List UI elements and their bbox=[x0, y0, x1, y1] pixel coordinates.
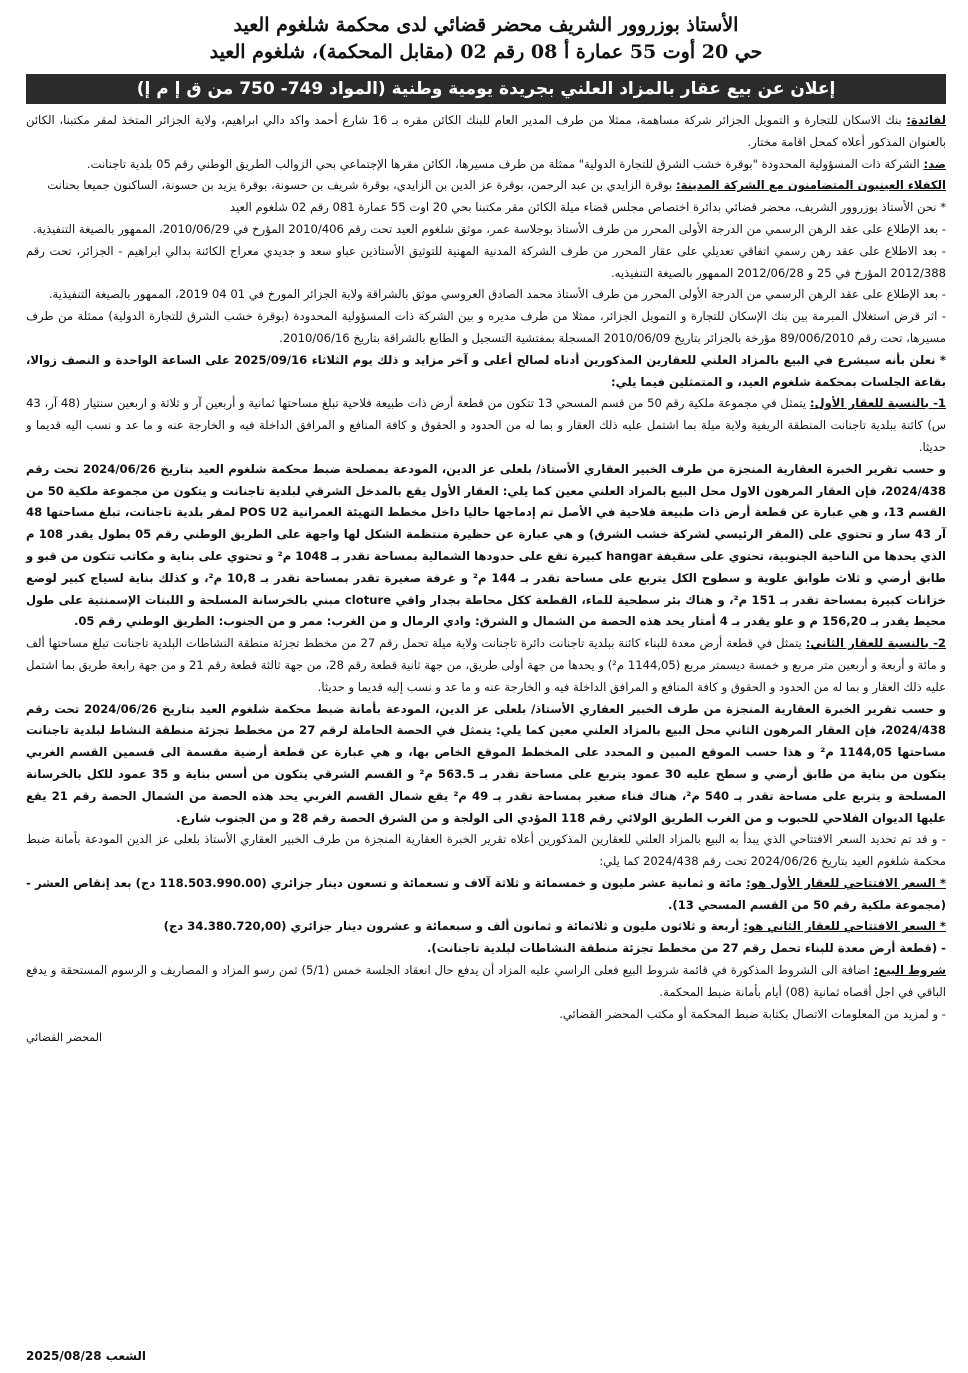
intro-line: - بعد الإطلاع على عقد الرهن الرسمي من الدرجة الأولى المحرر من طرف الأستاذ بوجلاسة عمر، موثق شلغوم العيد تحت رقم 2010/406 المؤرخ في 2010/06/29، الممهور بالصيغة التنفيذية. bbox=[32, 221, 946, 236]
property1-text: يتمثل في مجموعة ملكية رقم 50 من قسم المسحي 13 تتكون من قطعة أرض ذات طبيعة فلاحية تبلغ مساحتها ثمانية و أربعين آر و ثلاثة و اربعين سنتيار (48 آر، 43 س) كائنة ببلدية تاجنانت المنطقة الريفية ولاية ميلة بما اشتمل عليه ذلك العقار و بما له من الحدود و الحقوق و كافة المنافع و المرافق الداخلة فيه و الخارجة عنه و ما عد و نسب اليه قديما و حديثا. bbox=[26, 396, 946, 454]
guarantors-paragraph bbox=[26, 175, 946, 197]
debtor-label: ضد: bbox=[923, 156, 946, 171]
creditor-paragraph bbox=[26, 110, 946, 154]
conditions-label: شروط البيع: bbox=[873, 963, 947, 978]
debtor-text: الشركة ذات المسؤولية المحدودة "بوقرة خشب الشرق للتجارة الدولية" ممثلة من طرف مسيرها، الكائن مقرها الإجتماعي بحي الزوالب الطريق الوطني رقم 05 بلدية تاجنانت. bbox=[86, 156, 920, 171]
intro-line: - اثر قرض استغلال المبرمة بين بنك الإسكان للتجارة و التمويل الجزائر، ممثلا من طرف مديره و بين الشركة ذات المسؤولية المحدودة (بوقرة خشب الشرق للتجارة الدولية) ممثلة من طرف مسيرها، تحت رقم 89/006/2010 مؤرخة بالجزائر بتاريخ 2010/06/09 المسجلة بمفتشية التسجيل و الطابع بالشراقة بتاريخ 2010/06/16. bbox=[26, 309, 946, 345]
conditions-text: اضافة الى الشروط المذكورة في قائمة شروط البيع فعلى الراسي عليه المزاد أن يدفع حال انعقاد الجلسة خمس (5/1) ثمن رسو المزاد و المصاريف و الرسوم المستحقة و يدفع الباقي في اجل أقصاه ثمانية (08) أيام بأمانة ضبط المحكمة. bbox=[26, 963, 946, 999]
price1-label: * السعر الافتتاحي للعقار الأول هو: bbox=[746, 875, 946, 890]
property2-paragraph bbox=[26, 633, 946, 698]
price2-label: * السعر الافتتاحي للعقار الثاني هو: bbox=[743, 919, 946, 934]
signature-row bbox=[26, 1031, 946, 1051]
conditions-paragraph bbox=[26, 960, 946, 1004]
auction-announcement: * نعلن بأنه سيشرع في البيع بالمزاد العلني للعقارين المذكورين أدناه لصالح أعلى و آخر مزايد و ذلك يوم الثلاثاء 2025/09/16 على الساعة الواحدة و النصف زوالا، بقاعة الجلسات بمحكمة شلغوم العيد، و المتمثلين فيما يلي: bbox=[26, 352, 946, 389]
creditor-text: بنك الاسكان للتجارة و التمويل الجزائر شركة مساهمة، ممثلا من طرف المدير العام للبنك الكائن مقره بـ 16 شارع أحمد واكد دالي ابراهيم، ولاية الجزائر المتخذ لمقر مكتبنا، الكائن بالعنوان المذكور أعلاه كمحل اقامة مختار. bbox=[26, 113, 946, 149]
bailiff-name: الأستاذ بوزروور الشريف محضر قضائي لدى محكمة شلغوم العيد bbox=[233, 14, 739, 36]
auction-notice bbox=[26, 8, 946, 1363]
debtor-paragraph bbox=[26, 154, 946, 176]
newspaper-footer: الشعب 2025/08/28 bbox=[26, 1349, 147, 1363]
property2-expert: و حسب تقرير الخبرة العقارية المنجزة من طرف الخبير العقاري الأستاذ/ بلعلى عز الدين، المودعة بأمانة ضبط محكمة شلغوم العيد بتاريخ 2024/06/26 تحت رقم 2024/438، فإن العقار المرهون الثاني محل البيع بالمزاد العلني معين كما يلي: يتمثل في الحصة الحاملة لرقم 27 من مخطط تجزئة منطقة النشاط لبلدية تاجنانت مساحتها 1144,05 م² و هذا حسب الموقع المبين و المحدد على المخطط الموقع الخاص بها، و هي عبارة عن قطعة أرضية مقسمة الى قسمين القسم الغربي يتكون من بناية من طابق أرضي و سطح عليه 30 عمود يتربع على مساحة تقدر بـ 563.5 م² و القسم الشرقي يتكون من أسس بناية و 35 عمود للكل بالخرسانة المسلحة و يتربع على مساحة تقدر بـ 540 م²، هناك فناء صغير بمساحة تقدر بـ 49 م² يقع شمال القسم الغربي يحد هذه الحصة من الشمال الحصة رقم 21 يقع عليها الديوان الفلاحي للحبوب و من الغرب الطريق الولائي رقم 118 المؤدي الى الولجة و من الشرق الحصة رقم 28 و من الجنوب شارع. bbox=[26, 701, 946, 825]
guarantors-label: الكفلاء العينيون المتضامنون مع الشركة المدينة: bbox=[675, 178, 946, 193]
property1-expert: و حسب تقرير الخبرة العقارية المنجزة من طرف الخبير العقاري الأستاذ/ بلعلى عز الدين، المودعة بمصلحة ضبط محكمة شلغوم العيد بتاريخ 2024/06/26 تحت رقم 2024/438، فإن العقار المرهون الاول محل البيع بالمزاد العلني معين كما يلي: العقار الأول يقع بالمدخل الشرقي لبلدية تاجنانت و يتكون من مجموعة ملكية 50 من القسم 13، و هي عبارة عن قطعة أرض ذات طبيعة فلاحية في الأصل تم إدماجها حاليا داخل مخطط التهيئة العمرانية POS U2 لمقر بلدية تاجنانت، تبلغ مساحتها 48 آر 43 سار و تحتوي على (المقر الرئيسي لشركة خشب الشرق) و هي عبارة عن حظيرة منتظمة الشكل لها واجهة على الطريق الوطني رقم 05 بطول يقدر 108 م الذي يحدها من الناحية الجنوبية، تحتوي على سقيفة hangar كبيرة تقع على حدودها الشمالية بمساحة تقدر بـ 1048 م² و تحتوي على بناية و مكاتب تتكون من قبو و طابق أرضي و ثلاث طوابق علوية و سطوح الكل يتربع على مساحة تقدر بـ 144 م² و غرفة صغيرة تقدر بمساحة تقدر بـ 10,8 م²، و كذلك بناية لسياج كبير لوضع خزانات كبيرة بمساحة تقدر بـ 151 م²، و هناك بئر سطحية للماء، القطعة ككل محاطة بجدار واقي cloture مبني بالخرسانة المسلحة و اللبنات الإسمنتية على طول محيط يقدر بـ 156,20 م و علو يقدر بـ 4 أمتار يحد هذه الحصة من الشمال و الشرق: وادي الرمال و من الغرب: ممر و من الجنوب: الطريق الوطني رقم 05. bbox=[26, 461, 947, 629]
price2-paragraph bbox=[26, 916, 946, 938]
signature: المحضر القضائي bbox=[26, 1031, 103, 1045]
guarantors-text: بوقرة الزايدي بن عبد الرحمن، بوقرة عز الدين بن الزايدي، بوقرة شريف بن حسونة، بوقرة يزيد بن حسونة، الساكنون جميعا بحنانت bbox=[47, 178, 673, 193]
intro-line: - بعد الاطلاع على عقد رهن رسمي اتفاقي تعديلي على عقار المحرر من طرف الشركة المدنية المهنية للتوثيق الأستاذين عباو سعد و جديدي معراج الكائنة بدالي ابراهيم - الجزائر، تحت رقم 2012/388 المؤرخ في 25 و 2012/06/28 الممهور بالصيغة التنفيذيه. bbox=[26, 243, 946, 280]
notice-title: إعلان عن بيع عقار بالمزاد العلني بجريدة يومية وطنية (المواد 749- 750 من ق إ م إ) bbox=[26, 74, 946, 104]
property1-paragraph bbox=[26, 393, 946, 458]
creditor-label: لفائدة: bbox=[906, 113, 947, 127]
property2-text: يتمثل في قطعة أرض معدة للبناء كائنة ببلدية تاجنانت دائرة تاجنانت ولاية ميلة تحمل رقم 27 من مخطط تجزئة منطقة النشاطات البلدية تاجنانت تبلغ مساحتها ألف و مائة و أربعة و أربعين متر مربع و خمسة ديسمتر مربع (1144,05 م²) و يحدها من جهة أولى طريق، من جهة ثانية قطعة رقم 28، من جهة ثالثة قطعة رقم 21 و من جهة رابعة طريق بما اشتمل عليه ذلك العقار و بما له من الحدود و الحقوق و كافة المنافع و المرافق الداخلة فيه و الخارجة عنه و ما عد و نسب إليه قديما و حديثا. bbox=[26, 636, 946, 694]
price2-note: - (قطعة أرض معدة للبناء تحمل رقم 27 من مخطط تجزئة منطقة النشاطات لبلدية تاجنانت). bbox=[426, 941, 946, 956]
property2-label: 2- بالنسبة للعقار الثاني: bbox=[805, 636, 946, 651]
intro-line: * نحن الأستاذ بوزروور الشريف، محضر قضائي بدائرة اختصاص مجلس قضاء ميلة الكائن مقر مكتبنا بحي 20 اوت 55 عمارة 081 رقم 02 شلغوم العيد bbox=[229, 200, 946, 215]
price2-text: أربعة و ثلاثون مليون و ثلاثمائة و ثمانون ألف و سبعمائة و عشرون دينار جزائري (34.380.720,00 دج) bbox=[163, 919, 740, 934]
bailiff-address: حي 20 أوت 55 عمارة أ 08 رقم 02 (مقابل المحكمة)، شلغوم العيد bbox=[209, 41, 763, 63]
pricing-intro: - و قد تم تحديد السعر الافتتاحي الذي يبدأ به البيع بالمزاد العلني للعقارين المذكورين أعلاه تقرير الخبرة العقارية المنجزة من طرف الخبير العقاري الأستاذ بلعلى عز الدين المودعة بأمانة ضبط محكمة شلغوم العيد بتاريخ 2024/06/26 تحت رقم 2024/438 كما يلي: bbox=[26, 832, 946, 869]
property1-label: 1- بالنسبة للعقار الأول: bbox=[809, 396, 946, 411]
contact-line: - و لمزيد من المعلومات الاتصال بكتابة ضبط المحكمة أو مكتب المحضر القضائي. bbox=[559, 1006, 946, 1021]
intro-line: - بعد الإطلاع على عقد الرهن الرسمي من الدرجة الأولى المحرر من طرف الأستاذ محمد الصادق العروسي موثق بالشراقة ولاية الجزائر المورخ في 01 04 2019، الممهور بالصيغة التنفيذية. bbox=[48, 287, 946, 302]
price1-text: مائة و ثمانية عشر مليون و خمسمائة و ثلاثة آلاف و تسعمائة و تسعون دينار جزائري (118.503.990.00 دج) بعد إنقاص العشر - (مجموعة ملكية رقم 50 من القسم المسحي 13). bbox=[26, 875, 946, 912]
price1-paragraph bbox=[26, 873, 946, 917]
